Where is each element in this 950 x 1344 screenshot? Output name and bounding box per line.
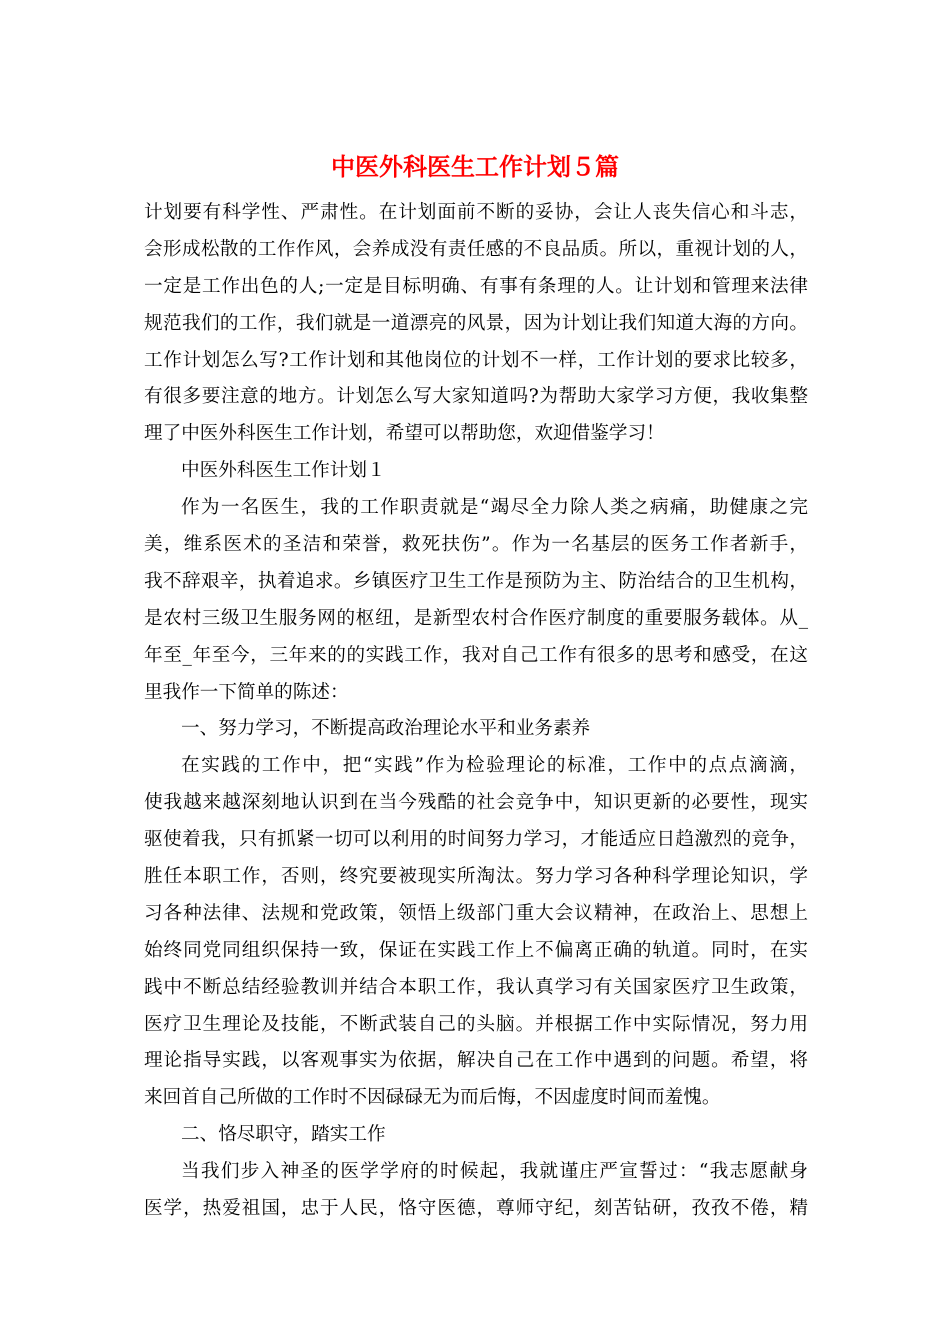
- text-line: 习各种法律、法规和党政策，领悟上级部门重大会议精神，在政治上、思想上: [144, 902, 808, 924]
- section-heading: 一、努力学习，不断提高政治理论水平和业务素养: [181, 718, 591, 740]
- text-line: 计划要有科学性、严肃性。在计划面前不断的妥协，会让人丧失信心和斗志，: [144, 202, 808, 223]
- document-title: 中医外科医生工作计划５篇: [331, 152, 619, 181]
- text-line: 一定是工作出色的人;一定是目标明确、有事有条理的人。让计划和管理来法律: [144, 275, 808, 297]
- text-line: 年至_年至今，三年来的的实践工作，我对自己工作有很多的思考和感受，在这: [144, 644, 808, 666]
- text-line: 是农村三级卫生服务网的枢纽，是新型农村合作医疗制度的重要服务载体。从_: [144, 607, 808, 629]
- text-line: 理了中医外科医生工作计划，希望可以帮助您，欢迎借鉴学习！: [144, 423, 665, 445]
- text-line: 里我作一下简单的陈述：: [144, 681, 349, 703]
- text-line: 胜任本职工作，否则，终究要被现实所淘汰。努力学习各种科学理论知识，学: [144, 866, 808, 888]
- text-line: 会形成松散的工作作风，会养成没有责任感的不良品质。所以，重视计划的人，: [144, 238, 808, 260]
- text-line: 作为一名医生，我的工作职责就是“竭尽全力除人类之病痛，助健康之完: [181, 497, 808, 519]
- text-line: 规范我们的工作，我们就是一道漂亮的风景，因为计划让我们知道大海的方向。: [144, 312, 808, 334]
- text-line: 工作计划怎么写?工作计划和其他岗位的计划不一样，工作计划的要求比较多，: [144, 349, 808, 371]
- text-line: 使我越来越深刻地认识到在当今残酷的社会竞争中，知识更新的必要性，现实: [144, 792, 808, 814]
- text-line: 始终同党同组织保持一致，保证在实践工作上不偏离正确的轨道。同时，在实: [144, 939, 808, 961]
- text-line: 来回首自己所做的工作时不因碌碌无为而后悔，不因虚度时间而羞愧。: [144, 1087, 721, 1109]
- text-line: 美，维系医术的圣洁和荣誉，救死扶伤”。作为一名基层的医务工作者新手，: [144, 534, 808, 556]
- section-heading: 中医外科医生工作计划１: [181, 460, 386, 482]
- text-line: 践中不断总结经验教训并结合本职工作，我认真学习有关国家医疗卫生政策，: [144, 976, 808, 998]
- text-line: 在实践的工作中，把“实践”作为检验理论的标准，工作中的点点滴滴，: [181, 755, 808, 777]
- text-line: 有很多要注意的地方。计划怎么写大家知道吗?为帮助大家学习方便，我收集整: [144, 386, 808, 408]
- document-body: [144, 195, 808, 1228]
- text-line: 医学，热爱祖国，忠于人民，恪守医德，尊师守纪，刻苦钻研，孜孜不倦，精: [144, 1198, 808, 1220]
- text-line: 理论指导实践，以客观事实为依据，解决自己在工作中遇到的问题。希望，将: [144, 1050, 808, 1072]
- text-line: 我不辞艰辛，执着追求。乡镇医疗卫生工作是预防为主、防治结合的卫生机构，: [144, 570, 808, 592]
- section-heading: 二、恪尽职守，踏实工作: [181, 1124, 386, 1146]
- text-line: 医疗卫生理论及技能，不断武装自己的头脑。并根据工作中实际情况，努力用: [144, 1013, 808, 1035]
- text-line: 驱使着我，只有抓紧一切可以利用的时间努力学习，才能适应日趋激烈的竞争，: [144, 829, 808, 851]
- text-line: 当我们步入神圣的医学学府的时候起，我就谨庄严宣誓过：“我志愿献身: [181, 1161, 808, 1183]
